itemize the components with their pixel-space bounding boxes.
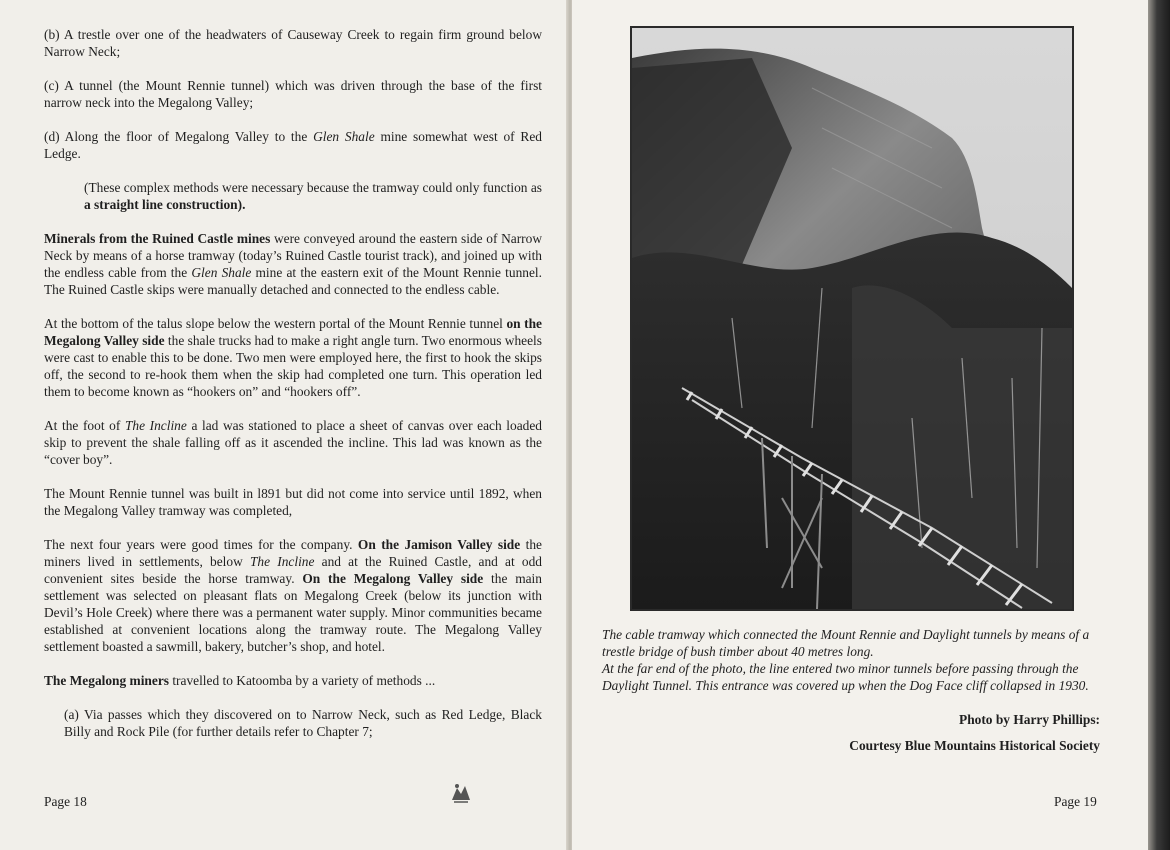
tunnel-built-paragraph: The Mount Rennie tunnel was built in l891 but did not come into service until 1892, when the Megalong Valley tramway was completed,	[44, 486, 542, 518]
left-page	[0, 0, 568, 850]
paragraph-a: (a) Via passes which they discovered on to Narrow Neck, such as Red Ledge, Black Billy and Rock Pile (for further details refer to Chapter 7;	[64, 707, 542, 739]
photo-credit-society: Courtesy Blue Mountains Historical Society	[849, 738, 1100, 753]
caption-line-1: The cable tramway which connected the Mount Rennie and Daylight tunnels by means of a trestle bridge of bush timber about 40 metres long.	[602, 627, 1090, 659]
caption-line-2: At the far end of the photo, the line entered two minor tunnels before passing through the Daylight Tunnel. This entrance was covered up when the Dog Face cliff collapsed in 1930.	[602, 661, 1089, 693]
talus-slope-paragraph: At the bottom of the talus slope below the western portal of the Mount Rennie tunnel on the Megalong Valley side the shale trucks had to make a right angle turn. Two enormous wheels were cast to enable this to be done. Two men were employed here, the first to hook the skips off, the second to re-hook them when the skip had completed one turn. This operation led them to become known as “hookers on” and “hookers off”.	[44, 316, 542, 399]
good-times-paragraph: The next four years were good times for the company. On the Jamison Valley side the miners lived in settlements, below The Incline and at the Ruined Castle, and at odd convenient sites beside the horse tramway. On the Megalong Valley side the main settlement was selected on pleasant flats on Megalong Creek (below its junction with Devil’s Hole Creek) where there was a permanent water supply. Minor communities became established at convenient locations along the tramway route. The Megalong Valley settlement boasted a sawmill, bakery, butcher’s shop, and hotel.	[44, 537, 542, 654]
page-number-right: Page 19	[1054, 794, 1097, 809]
megalong-miners-paragraph: The Megalong miners travelled to Katoomba by a variety of methods ...	[44, 673, 436, 688]
ornament-icon	[448, 780, 474, 806]
paragraph-c: (c) A tunnel (the Mount Rennie tunnel) which was driven through the base of the first narrow neck into the Megalong Valley;	[44, 78, 542, 110]
trestle-bridge-photo-illustration	[632, 28, 1072, 609]
paragraph-d: (d) Along the floor of Megalong Valley to the Glen Shale mine somewhat west of Red Ledge.	[44, 129, 542, 161]
tramway-photo	[630, 26, 1074, 611]
left-page-text	[44, 26, 542, 757]
paragraph-b: (b) A trestle over one of the headwaters of Causeway Creek to regain firm ground below Narrow Neck;	[44, 27, 542, 59]
photo-credit-author: Photo by Harry Phillips:	[959, 712, 1100, 727]
note-paragraph: (These complex methods were necessary because the tramway could only function as a straight line construction).	[84, 180, 542, 212]
photo-caption	[602, 626, 1100, 694]
incline-paragraph: At the foot of The Incline a lad was stationed to place a sheet of canvas over each loaded skip to prevent the shale falling off as it ascended the incline. This lad was known as the “cover boy”.	[44, 418, 542, 467]
page-number-left: Page 18	[44, 794, 87, 809]
ruined-castle-paragraph: Minerals from the Ruined Castle mines were conveyed around the eastern side of Narrow Neck by means of a horse tramway (today’s Ruined Castle tourist track), and joined up with the endless cable from the Glen Shale mine at the eastern exit of the Mount Rennie tunnel. The Ruined Castle skips were manually detached and connected to the endless cable.	[44, 231, 542, 297]
book-edge	[1148, 0, 1170, 850]
